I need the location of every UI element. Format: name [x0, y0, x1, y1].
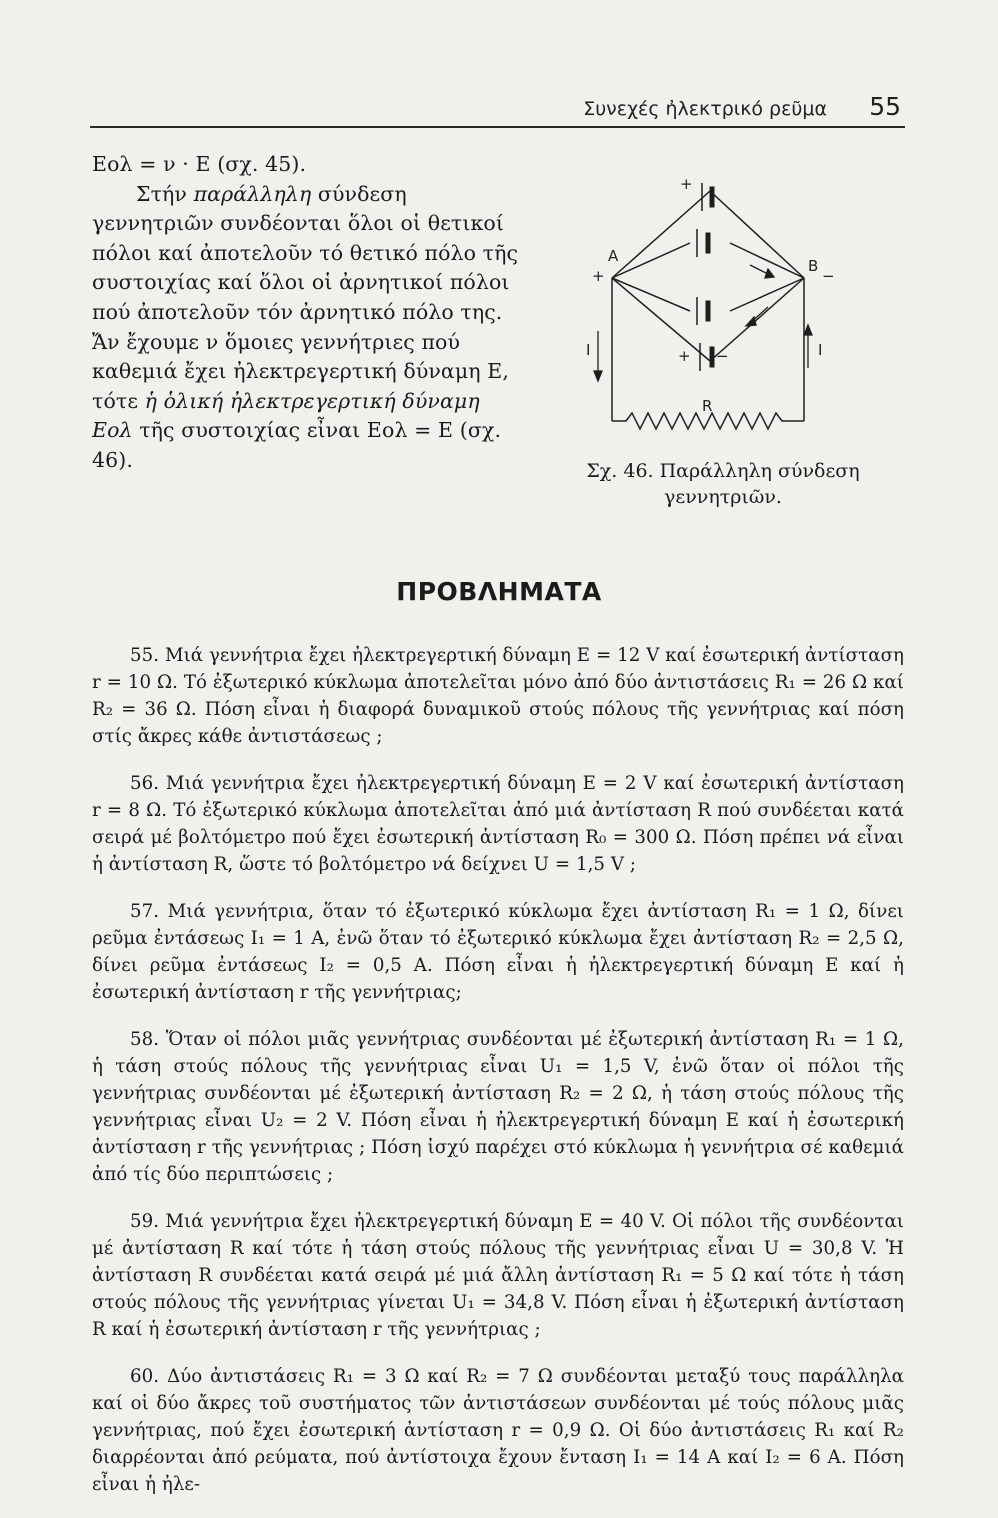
plus-left-label: +: [592, 267, 605, 285]
problems-heading: ΠΡΟΒΛΗΜΑΤΑ: [396, 577, 602, 606]
problem-text: Ὅταν οἱ πόλοι μιᾶς γεννήτριας συνδέονται μέ ἐξωτερική ἀντίσταση R₁ = 1 Ω, ἡ τάση στούς πόλους τῆς γεννήτριας εἶναι U₁ = 1,5 V, ἐνῶ ὅταν οἱ πόλοι τῆς γεννήτριας συνδέονται μέ ἐξωτερική ἀντίσταση R₂ = 2 Ω, ἡ τάση στούς πόλους τῆς γεννήτριας εἶναι U₂ = 2 V. Πόση εἶναι ἡ ἠλεκτρεγερτική δύναμη E καί ἡ ἐσωτερική ἀντίσταση r τῆς γεννήτριας ; Πόση ἰσχύ παρέχει στό κύκλωμα ἡ γεννήτρια σέ καθεμιά ἀπό τίς δύο περιπτώσεις ;: [92, 1029, 904, 1185]
intro-text: [92, 150, 522, 476]
intro-paragraph-italic-2: ἡ ὁλική ἠλεκτρεγερτική δύναμη Eολ: [92, 388, 480, 443]
intro-paragraph-italic: παράλληλη: [193, 181, 312, 206]
wire: [612, 278, 710, 361]
node-b-label: B: [808, 257, 819, 275]
header-rule: [90, 126, 905, 128]
intro-paragraph-start: Στήν: [136, 181, 194, 206]
problem-text: Δύο ἀντιστάσεις R₁ = 3 Ω καί R₂ = 7 Ω συνδέονται μεταξύ τους παράλληλα καί οἱ δύο ἄκρες τοῦ συστήματος τῶν ἀντιστάσεων συνδέονται μέ τούς πόλους μιᾶς γεννήτριας, πού ἔχει ἐσωτερική ἀντίσταση r = 0,9 Ω. Οἱ δύο ἀντιστάσεις R₁ καί R₂ διαρρέονται ἀπό ρεύματα, πού ἀντίστοιχα ἔχουν ἔνταση I₁ = 14 A καί I₂ = 6 A. Πόση εἶναι ἡ ἠλε-: [92, 1366, 904, 1495]
plus-top-label: +: [680, 175, 693, 193]
problem-text: Μιά γεννήτρια ἔχει ἠλεκτρεγερτική δύναμη E = 40 V. Οἱ πόλοι τῆς συνδέονται μέ ἀντίσταση R καί τότε ἡ τάση στούς πόλους τῆς γεννήτριας εἶναι U = 30,8 V. Ἡ ἀντίσταση R συνδέεται κατά σειρά μέ μιά ἄλλη ἀντίσταση R₁ = 5 Ω καί τότε ἡ τάση στούς πόλους τῆς γεννήτριας γίνεται U₁ = 34,8 V. Πόση εἶναι ἡ ἐξωτερική ἀντίσταση R καί ἡ ἐσωτερική ἀντίσταση r τῆς γεννήτριας ;: [92, 1211, 904, 1340]
chapter-title: Συνεχές ἠλεκτρικό ρεῦμα: [583, 98, 827, 120]
problem-number: 60.: [130, 1366, 160, 1387]
problem-text: Μιά γεννήτρια ἔχει ἠλεκτρεγερτική δύναμη E = 2 V καί ἐσωτερική ἀντίσταση r = 8 Ω. Τό ἐξωτερικό κύκλωμα ἀποτελεῖται ἀπό μιά ἀντίσταση R πού συνδέεται κατά σειρά μέ βολτόμετρο πού ἔχει ἐσωτερική ἀντίσταση R₀ = 300 Ω. Πόση πρέπει νά εἶναι ἡ ἀντίσταση R, ὥστε τό βολτόμετρο νά δείχνει U = 1,5 V ;: [92, 773, 904, 875]
problem-number: 57.: [130, 901, 160, 922]
problem-56: [92, 770, 904, 878]
problem-58: [92, 1026, 904, 1188]
wire: [710, 191, 804, 278]
circuit-figure: [582, 175, 840, 453]
figure-caption: Σχ. 46. Παράλληλη σύνδεση γεννητριῶν.: [586, 460, 860, 508]
generator-cells: [697, 183, 714, 371]
problem-text: Μιά γεννήτρια, ὅταν τό ἐξωτερικό κύκλωμα ἔχει ἀντίσταση R₁ = 1 Ω, δίνει ρεῦμα ἐντάσεως I₁ = 1 A, ἐνῶ ὅταν τό ἐξωτερικό κύκλωμα ἔχει ἀντίσταση R₂ = 2,5 Ω, δίνει ρεῦμα ἐντάσεως I₂ = 0,5 A. Πόση εἶναι ἡ ἠλεκτρεγερτική δύναμη E καί ἡ ἐσωτερική ἀντίσταση r τῆς γεννήτριας;: [92, 901, 904, 1003]
wire: [612, 191, 710, 278]
problem-number: 58.: [130, 1029, 160, 1050]
problem-text: Μιά γεννήτρια ἔχει ἠλεκτρεγερτική δύναμη E = 12 V καί ἐσωτερική ἀντίσταση r = 10 Ω. Τό ἐξωτερικό κύκλωμα ἀποτελεῖται μόνο ἀπό δύο ἀντιστάσεις R₁ = 26 Ω καί R₂ = 36 Ω. Πόση εἶναι ἡ διαφορά δυναμικοῦ στούς πόλους τῆς γεννήτριας καί πόση στίς ἄκρες κάθε ἀντιστάσεως ;: [92, 645, 904, 747]
problem-number: 55.: [130, 645, 160, 666]
problem-60: [92, 1363, 904, 1498]
current-right-label: I: [818, 341, 823, 359]
page-number: 55: [869, 92, 901, 121]
problem-number: 56.: [130, 773, 160, 794]
resistor-label: R: [702, 397, 713, 415]
current-left-label: I: [586, 341, 591, 359]
intro-paragraph-mid: σύνδεση γεννητριῶν συνδέονται ὅλοι οἱ θετικοί πόλοι καί ἀποτελοῦν τό θετικό πόλο τῆς συστοιχίας καί ὅλοι οἱ ἀρνητικοί πόλοι πού ἀποτελοῦν τόν ἀρνητικό πόλο της. Ἄν ἔχουμε ν ὅμοιες γεννήτριες πού καθεμιά ἔχει ἠλεκτρεγερτική δύναμη E, τότε: [92, 181, 519, 413]
intro-paragraph: [92, 180, 522, 476]
minus-right-label: −: [822, 267, 835, 285]
node-a-label: A: [608, 247, 619, 265]
minus-bottom-label: −: [716, 347, 729, 365]
problem-number: 59.: [130, 1211, 160, 1232]
problem-57: [92, 898, 904, 1006]
plus-bottom-label: +: [678, 347, 691, 365]
problem-59: [92, 1208, 904, 1343]
intro-paragraph-end: τῆς συστοιχίας εἶναι Eολ = E (σχ. 46).: [92, 418, 502, 472]
running-header: [90, 92, 905, 128]
formula-line: Eολ = ν · E (σχ. 45).: [92, 152, 307, 176]
problem-55: [92, 642, 904, 750]
problems-list: [92, 642, 904, 1518]
